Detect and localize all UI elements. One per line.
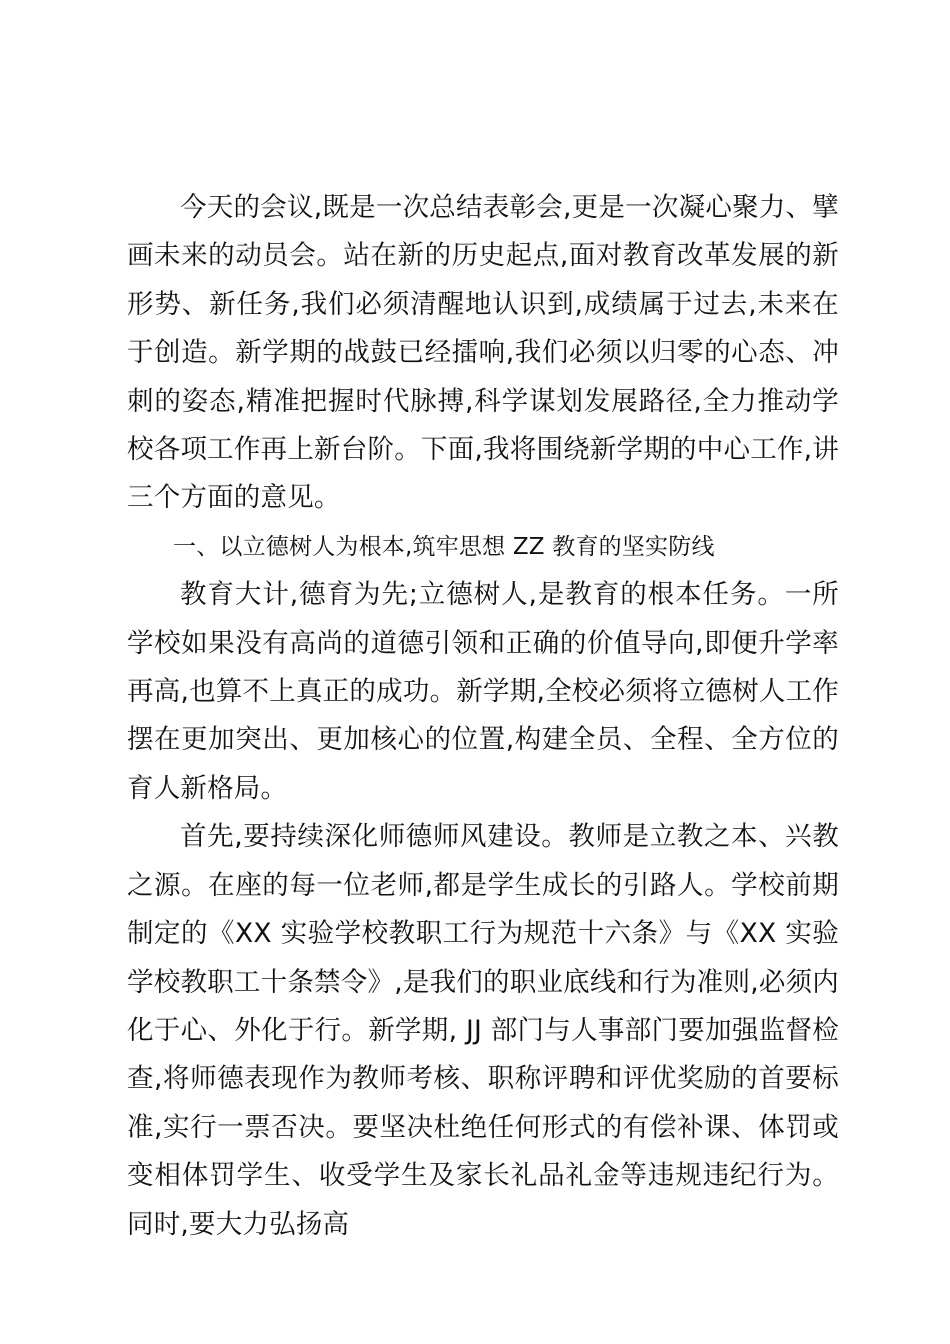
section-paragraph-1: 教育大计,德育为先;立德树人,是教育的根本任务。一所学校如果没有高尚的道德引领和正确的价值导向,即便升学率再高,也算不上真正的成功。新学期,全校必须将立德树人工作摆在更加突出、更加核心的位置,构建全员、全程、全方位的育人新格局。	[127, 579, 839, 804]
intro-paragraph: 今天的会议,既是一次总结表彰会,更是一次凝心聚力、擘画未来的动员会。站在新的历史起点,面对教育改革发展的新形势、新任务,我们必须清醒地认识到,成绩属于过去,未来在于创造。新学期的战鼓已经擂响,我们必须以归零的心态、冲刺的姿态,精准把握时代脉搏,科学谋划发展路径,全力推动学校各项工作再上新台阶。下面,我将围绕新学期的中心工作,讲三个方面的意见。	[127, 192, 839, 514]
section-paragraph-2: 首先,要持续深化师德师风建设。教师是立教之本、兴教之源。在座的每一位老师,都是学生成长的引路人。学校前期制定的《XX 实验学校教职工行为规范十六条》与《XX 实验学校教职工十条禁令》,是我们的职业底线和行为准则,必须内化于心、外化于行。新学期, JJ 部门与人事部门要加强监督检查,将师德表现作为教师考核、职称评聘和评优奖励的首要标准,实行一票否决。要坚决杜绝任何形式的有偿补课、体罚或变相体罚学生、收受学生及家长礼品礼金等违规违纪行为。同时,要大力弘扬高	[127, 821, 839, 1240]
document-body	[127, 184, 839, 1249]
section-heading: 一、以立德树人为根本,筑牢思想 ZZ 教育的坚实防线	[173, 533, 715, 560]
